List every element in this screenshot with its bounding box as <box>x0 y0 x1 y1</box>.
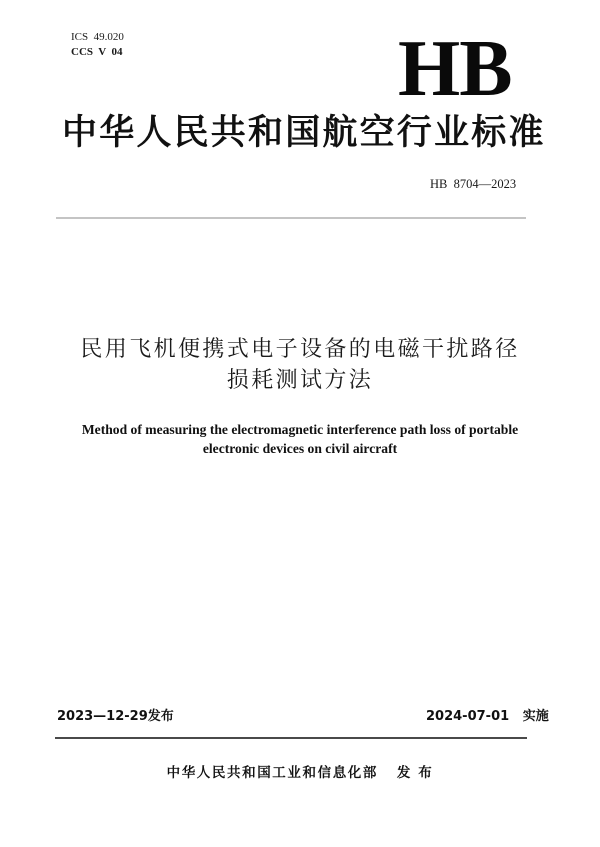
chinese-title-line-1: 民用飞机便携式电子设备的电磁干扰路径 <box>80 337 520 362</box>
bottom-divider <box>55 737 527 739</box>
ccs-code: CCS V 04 <box>71 46 123 58</box>
issue-date: 2023—12-29发布 <box>57 709 174 724</box>
english-title-line-1: Method of measuring the electromagnetic interference path loss of portable <box>81 422 519 437</box>
standard-category-title: 中华人民共和国航空行业标准 <box>62 113 546 153</box>
hb-logo: HB <box>398 25 512 113</box>
publisher: 中华人民共和国工业和信息化部 发 布 <box>166 765 434 781</box>
implementation-date: 2024-07-01 实施 <box>426 709 549 724</box>
chinese-title-line-2: 损耗测试方法 <box>226 368 374 393</box>
top-divider <box>56 217 526 219</box>
ics-code: ICS 49.020 <box>71 31 124 43</box>
english-title-line-2: electronic devices on civil aircraft <box>202 441 398 456</box>
standard-number: HB 8704—2023 <box>430 177 517 191</box>
